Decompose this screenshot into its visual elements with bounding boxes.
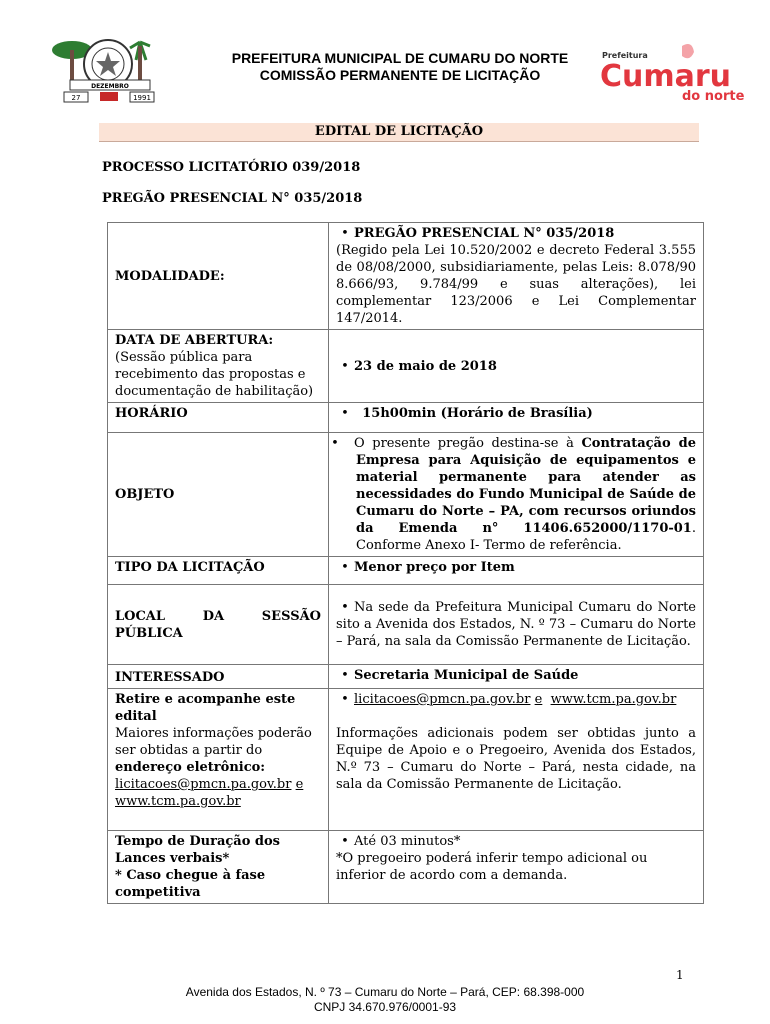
row-data-abertura — [108, 330, 704, 403]
bullet-icon: • — [341, 668, 349, 683]
bullet-icon: • — [341, 692, 349, 707]
footer-address: Avenida dos Estados, N. º 73 – Cumaru do Norte – Pará, CEP: 68.398-000 — [185, 985, 585, 999]
header-title — [205, 50, 595, 84]
page-footer — [0, 985, 770, 1015]
site-link[interactable]: www.tcm.pa.gov.br — [115, 794, 241, 809]
objeto-value: • O presente pregão destina-se à Contratação de Empresa para Aquisição de equipamentos e material permanente para atender as necessidades do Fundo Municipal de Saúde de Cumaru do Norte – PA, com recursos oriundos da Emenda n° 11406.652000/1170-01. Conforme Anexo I- Termo de referência. — [329, 433, 704, 557]
objeto-label: OBJETO — [108, 433, 329, 557]
local-label: LOCAL DA SESSÃO PÚBLICA — [108, 585, 329, 665]
bullet-icon: • — [341, 226, 349, 241]
row-horario — [108, 403, 704, 433]
email-link[interactable]: licitacoes@pmcn.pa.gov.br — [115, 777, 292, 792]
interessado-label: INTERESSADO — [108, 665, 329, 689]
row-local — [108, 585, 704, 665]
local-value: • Na sede da Prefeitura Municipal Cumaru do Norte sito a Avenida dos Estados, N. º 73 – Cumaru do Norte – Pará, na sala da Comissão Permanente de Licitação. — [329, 585, 704, 665]
footer-cnpj: CNPJ 34.670.976/0001-93 — [313, 1000, 457, 1014]
page-number: 1 — [676, 968, 684, 982]
row-interessado — [108, 665, 704, 689]
bullet-icon: • — [341, 406, 349, 421]
processo-number: PROCESSO LICITATÓRIO 039/2018 — [102, 160, 361, 175]
svg-text:27: 27 — [71, 94, 81, 102]
row-tipo — [108, 557, 704, 585]
email-link-right[interactable]: licitacoes@pmcn.pa.gov.br — [354, 692, 531, 707]
svg-text:do norte: do norte — [682, 89, 745, 102]
data-abertura-value: • 23 de maio de 2018 — [329, 330, 704, 403]
bullet-icon: • — [341, 358, 349, 374]
row-objeto — [108, 433, 704, 557]
page-header — [0, 0, 770, 110]
modalidade-value: • PREGÃO PRESENCIAL N° 035/2018 (Regido pela Lei 10.520/2002 e decreto Federal 3.555 de 08/08/2000, subsidiariamente, pelas Leis: 8.078/90 8.666/93, 9.784/99 e suas alterações), lei complementar 123/2006 e Lei Complementar 147/2014. — [329, 223, 704, 330]
edital-title-bar: EDITAL DE LICITAÇÃO — [99, 123, 699, 142]
row-modalidade — [108, 223, 704, 330]
svg-text:DEZEMBRO: DEZEMBRO — [91, 83, 129, 90]
tempo-label: Tempo de Duração dos Lances verbais* * Caso chegue à fase competitiva — [108, 831, 329, 904]
data-abertura-label: DATA DE ABERTURA: (Sessão pública para recebimento das propostas e documentação de habilitação) — [108, 330, 329, 403]
retire-label: Retire e acompanhe este edital Maiores informações poderão ser obtidas a partir do endereço eletrônico: licitacoes@pmcn.pa.gov.br e www.tcm.pa.gov.br — [108, 689, 329, 831]
svg-text:Prefeitura: Prefeitura — [602, 51, 648, 60]
cumaru-logo-icon — [596, 42, 746, 102]
pregao-number: PREGÃO PRESENCIAL N° 035/2018 — [102, 191, 363, 206]
tempo-value: • Até 03 minutos* *O pregoeiro poderá inferir tempo adicional ou inferior de acordo com a demanda. — [329, 831, 704, 904]
row-retire — [108, 689, 704, 831]
horario-value: • 15h00min (Horário de Brasília) — [329, 403, 704, 433]
row-tempo — [108, 831, 704, 904]
header-title-line1: PREFEITURA MUNICIPAL DE CUMARU DO NORTE — [231, 50, 569, 66]
bullet-icon: • — [341, 834, 349, 849]
tipo-value: • Menor preço por Item — [329, 557, 704, 585]
edital-summary-table — [107, 222, 704, 904]
bullet-icon: • — [331, 436, 339, 451]
interessado-value: • Secretaria Municipal de Saúde — [329, 665, 704, 689]
municipal-crest-icon — [50, 36, 168, 106]
modalidade-label: MODALIDADE: — [108, 223, 329, 330]
bullet-icon: • — [341, 600, 349, 615]
svg-text:Cumaru: Cumaru — [600, 59, 732, 94]
retire-value: • licitacoes@pmcn.pa.gov.br e www.tcm.pa.gov.br Informações adicionais podem ser obtidas junto a Equipe de Apoio e o Pregoeiro, Avenida dos Estados, N.º 73 – Cumaru do Norte – Pará, nesta cidade, na sala da Comissão Permanente de Licitação. — [329, 689, 704, 831]
header-title-line2: COMISSÃO PERMANENTE DE LICITAÇÃO — [259, 67, 541, 83]
svg-text:1991: 1991 — [133, 94, 151, 102]
horario-label: HORÁRIO — [108, 403, 329, 433]
site-link-right[interactable]: www.tcm.pa.gov.br — [550, 692, 677, 707]
bullet-icon: • — [341, 560, 349, 575]
tipo-label: TIPO DA LICITAÇÃO — [108, 557, 329, 585]
